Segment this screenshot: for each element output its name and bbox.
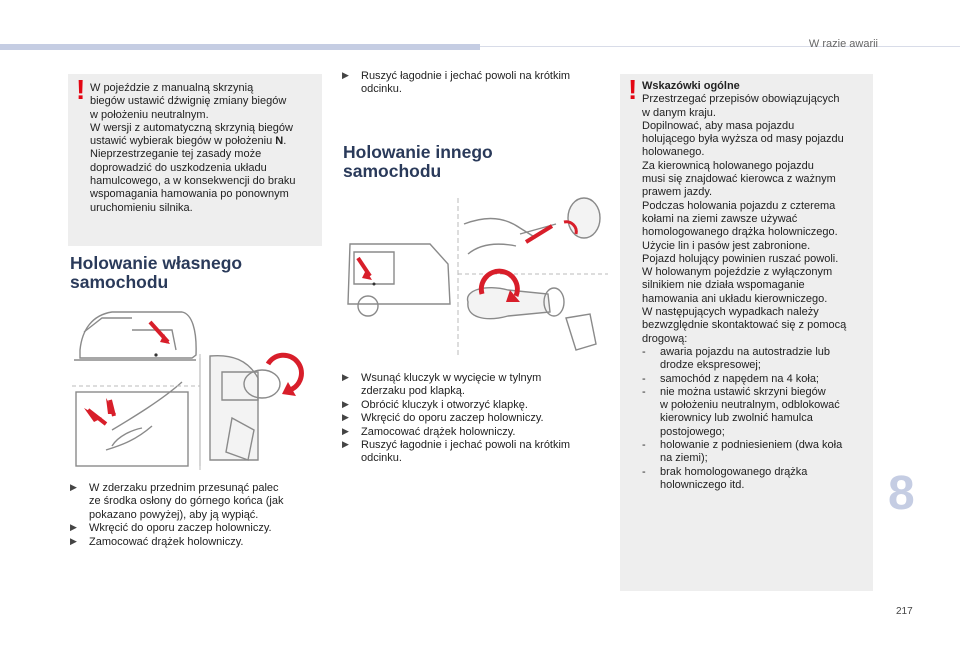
steps-other-vehicle [342, 372, 604, 466]
warning-line: Pojazd holujący powinien ruszać powoli. [642, 252, 839, 265]
list-item: ▶ Wkręcić do oporu zaczep holowniczy. [342, 412, 544, 425]
steps-own-vehicle [70, 482, 320, 549]
warning-line: drogową: [642, 332, 688, 345]
arrow-marker-icon: ▶ [342, 426, 349, 437]
list-item: - awaria pojazdu na autostradzie lub drodze ekspresowej; [642, 345, 831, 372]
roadside-assistance-list [642, 346, 872, 492]
warning-line: hamowania ani układu kierowniczego. [642, 292, 828, 305]
warning-line: homologowanego drążka holowniczego. [642, 226, 838, 239]
warning-line: Przestrzegać przepisów obowiązujących [642, 93, 840, 106]
section-title: W razie awarii [808, 38, 878, 50]
warning-icon: ! [628, 74, 638, 105]
warning-line: Nieprzestrzeganie tej zasady może [90, 148, 262, 161]
warning-line: W następujących wypadkach należy [642, 306, 819, 319]
warning-text [642, 80, 872, 492]
warning-line: w położeniu neutralnym. [90, 108, 209, 121]
list-item: ▶ Ruszyć łagodnie i jechać powoli na krótkim odcinku. [342, 439, 571, 465]
arrow-marker-icon: ▶ [342, 399, 349, 410]
warning-line: wspomagania hamowania po ponownym [90, 188, 289, 201]
warning-line: Za kierownicą holowanego pojazdu [642, 159, 814, 172]
header-accent-bar [0, 44, 480, 50]
warning-line: Dopilnować, aby masa pojazdu [642, 119, 795, 132]
arrow-marker-icon: ▶ [342, 413, 349, 424]
warning-icon: ! [76, 74, 86, 105]
towing-own-vehicle-illustration [72, 300, 327, 472]
list-item: ▶ Obrócić kluczyk i otworzyć klapkę. [342, 398, 528, 411]
warning-line: doprowadzić do uszkodzenia układu [90, 161, 267, 174]
warning-title: Wskazówki ogólne [642, 80, 740, 92]
arrow-marker-icon: ▶ [70, 483, 77, 493]
warning-line: bezwzględnie skontaktować się z pomocą [642, 319, 847, 332]
list-item: ▶ Ruszyć łagodnie i jechać powoli na krótkim odcinku. [342, 70, 571, 96]
heading-other-vehicle: Holowanie innego samochodu [343, 142, 493, 181]
warning-line: silnikiem nie działa wspomaganie [642, 279, 805, 292]
warning-line: ustawić wybierak biegów w położeniu N. [90, 135, 287, 148]
warning-line: Podczas holowania pojazdu z czterema [642, 199, 836, 212]
towing-other-vehicle-illustration [340, 194, 608, 360]
arrow-marker-icon: ▶ [342, 373, 349, 383]
header-rule [480, 46, 960, 47]
warning-line: W wersji z automatyczną skrzynią biegów [90, 121, 293, 134]
warning-line: holowanego. [642, 146, 705, 159]
warning-line: musi się znajdować kierowca z ważnym [642, 173, 836, 186]
steps-continue [342, 70, 602, 97]
list-item: ▶ W zderzaku przednim przesunąć palec ze środka osłony do górnego końca (jak pokazano powyżej), aby ją wypiąć. [70, 482, 284, 521]
list-item: - holowanie z podniesieniem (dwa koła na ziemi); [642, 439, 843, 465]
arrow-marker-icon: ▶ [70, 536, 77, 547]
page-number: 217 [896, 606, 913, 617]
arrow-marker-icon: ▶ [342, 71, 349, 81]
heading-own-vehicle: Holowanie własnego samochodu [70, 253, 243, 292]
gear-letter: N [275, 135, 284, 148]
list-item: - samochód z napędem na 4 koła; [642, 372, 819, 385]
warning-box-manual-gearbox [68, 74, 322, 246]
list-item: - nie można ustawić skrzyni biegów w położeniu neutralnym, odblokować kierownicy lub zwolnić hamulca postojowego; [642, 385, 840, 438]
list-item: ▶ Zamocować drążek holowniczy. [70, 535, 244, 548]
warning-line: W holowanym pojeździe z wyłączonym [642, 266, 833, 279]
warning-line: biegów ustawić dźwignię zmiany biegów [90, 95, 287, 108]
warning-box-general [620, 74, 873, 591]
list-item: ▶ Wsunąć kluczyk w wycięcie w tylnym zderzaku pod klapką. [342, 372, 542, 398]
warning-line: Użycie lin i pasów jest zabronione. [642, 239, 811, 252]
list-item: ▶ Wkręcić do oporu zaczep holowniczy. [70, 522, 272, 535]
warning-line: w danym kraju. [642, 106, 716, 119]
warning-line: holującego była wyższa od masy pojazdu [642, 133, 844, 146]
warning-line: uruchomieniu silnika. [90, 201, 193, 214]
warning-line: hamulcowego, a w konsekwencji do braku [90, 175, 296, 188]
warning-line: kołami na ziemi zawsze używać [642, 212, 798, 225]
arrow-marker-icon: ▶ [70, 523, 77, 534]
list-item: ▶ Zamocować drążek holowniczy. [342, 425, 516, 438]
list-item: - brak homologowanego drążka holowniczego itd. [642, 465, 808, 491]
warning-line: prawem jazdy. [642, 186, 713, 199]
chapter-number: 8 [888, 467, 915, 520]
warning-text [90, 82, 320, 215]
arrow-marker-icon: ▶ [342, 440, 349, 451]
warning-line: W pojeździe z manualną skrzynią [90, 82, 254, 94]
